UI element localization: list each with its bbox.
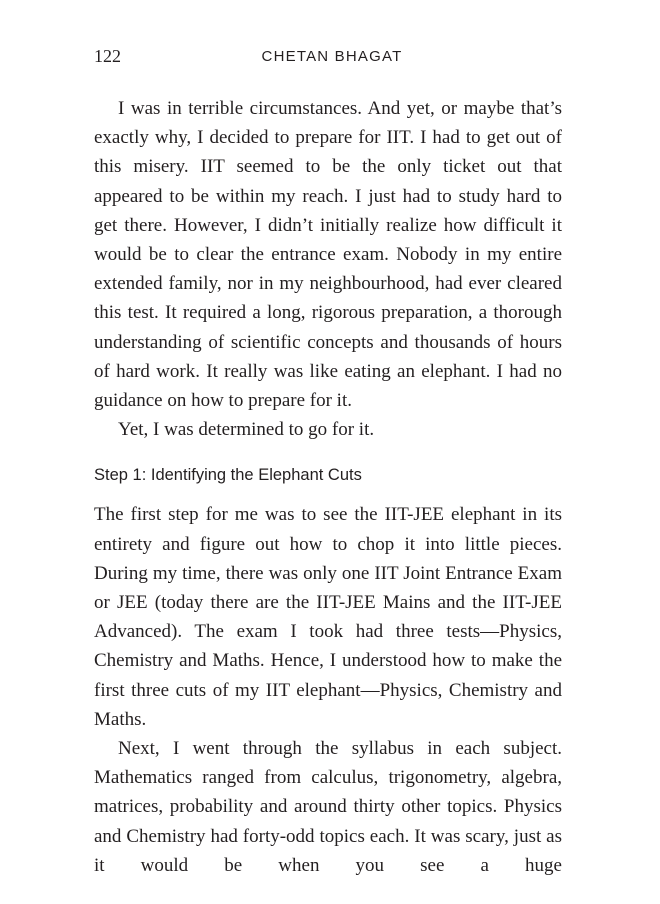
- paragraph-2: Yet, I was determined to go for it.: [118, 419, 375, 441]
- running-head: [94, 46, 570, 70]
- paragraph-4: Next, I went through the syllabus in each subject. Mathematics ranged from calculus, trigonometry, algebra, matrices, probability and around thirty other topics. Physics and Chemistry had forty-odd topics each. It was scary, just as it would be when you see a huge: [94, 738, 562, 876]
- paragraph-3: The first step for me was to see the IIT-JEE elephant in its entirety and figure out how to chop it into little pieces. During my time, there was only one IIT Joint Entrance Exam or JEE (today there are the IIT-JEE Mains and the IIT-JEE Advanced). The exam I took had three tests—Physics, Chemistry and Maths. Hence, I understood how to make the first three cuts of my IIT elephant—Physics, Chemistry and Maths.: [94, 504, 562, 730]
- body-text: [94, 94, 562, 880]
- running-head-author: CHETAN BHAGAT: [261, 48, 403, 65]
- paragraph-1: I was in terrible circumstances. And yet, or maybe that’s exactly why, I decided to prepare for IIT. I had to get out of this misery. IIT seemed to be the only ticket out that appeared to be within my reach. I just had to study hard to get there. However, I didn’t initially realize how difficult it would be to clear the entrance exam. Nobody in my entire extended family, nor in my neighbourhood, had ever cleared this test. It required a long, rigorous preparation, a thorough understanding of scientific concepts and thousands of hours of hard work. It really was like eating an elephant. I had no guidance on how to prepare for it.: [94, 98, 562, 412]
- page-number: 122: [94, 46, 121, 66]
- section-heading: Step 1: Identifying the Elephant Cuts: [94, 466, 362, 485]
